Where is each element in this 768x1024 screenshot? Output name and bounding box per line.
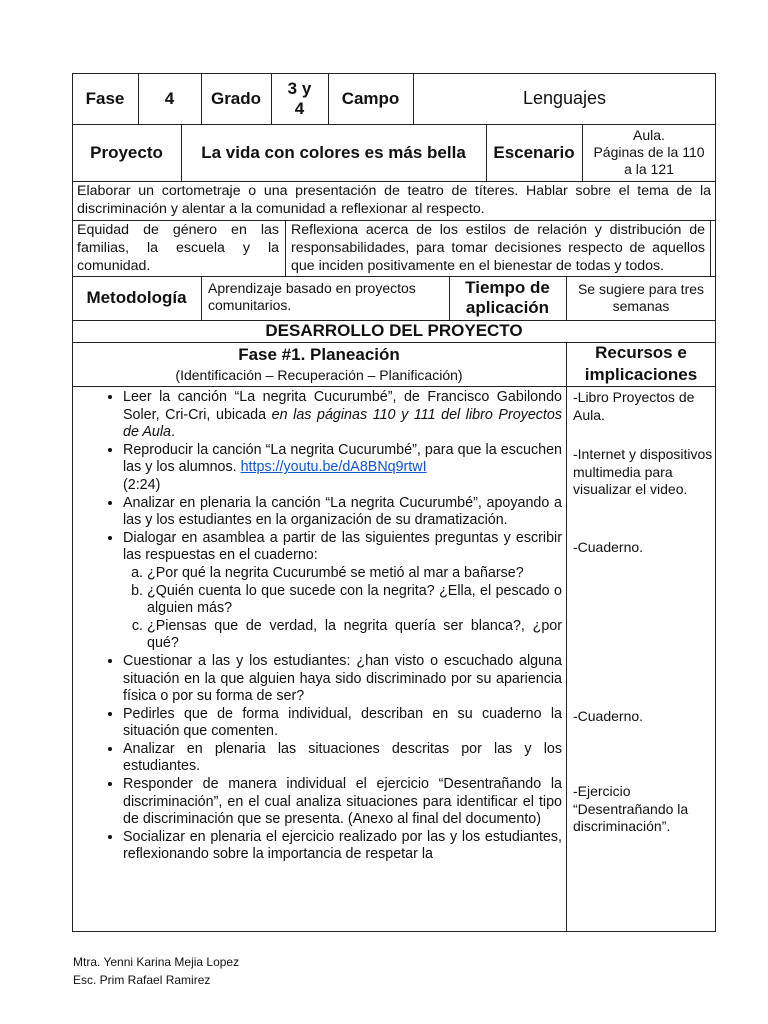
footer-teacher: Mtra. Yenni Karina Mejia Lopez — [73, 955, 240, 969]
list-item — [123, 442, 562, 495]
desarrollo-title: DESARROLLO DEL PROYECTO — [265, 321, 523, 340]
objective-text: Elaborar un cortometraje o una presentación de teatro de títeres. Hablar sobre el tema de la discriminación y alentar a la comunidad a reflexionar al respecto. — [77, 183, 711, 217]
grado-value — [271, 73, 328, 124]
tiempo-label-line2: aplicación — [465, 298, 550, 317]
escenario-line1: Aula. — [633, 127, 665, 143]
tiempo-value: Se sugiere para tres semanas — [577, 281, 705, 314]
tiempo-label-line1: Tiempo de — [465, 278, 550, 297]
list-item: • Cuestionar a las y los estudiantes: ¿han visto o escuchado alguna situación en la que alguien haya sido discriminado por su apariencia física o por su forma de ser? — [123, 653, 562, 706]
video-link[interactable]: https://youtu.be/dA8BNq9rtwI — [240, 459, 427, 476]
escenario-line2: Páginas de la 110 — [593, 144, 705, 160]
tiempo-label — [449, 276, 566, 320]
fase1-subtitle: (Identificación – Recuperación – Planificación) — [175, 367, 463, 383]
rule-r4-v2 — [710, 220, 711, 276]
metodologia-value: Aprendizaje basado en proyectos comunitarios. — [208, 280, 416, 313]
list-item: • Responder de manera individual el ejercicio “Desentrañando la discriminación”, en el cual analiza situaciones para identificar el tipo de discriminación que se presenta. (Anexo al final del documento) — [123, 776, 562, 829]
resource-libro: -Libro Proyectos de Aula. — [573, 389, 695, 423]
activity-text: . — [170, 424, 175, 441]
escenario-line3: a la 121 — [624, 161, 674, 177]
resource-cuaderno-2: -Cuaderno. — [573, 708, 644, 724]
fase1-header — [72, 342, 566, 386]
fase1-title: Fase #1. Planeación — [238, 345, 400, 364]
grado-value-line1: 3 y — [287, 78, 312, 98]
fase-label: Fase — [85, 88, 125, 108]
equidad-text: Equidad de género en las familias, la escuela y la comunidad. — [77, 222, 279, 274]
question-item: a. ¿Por qué la negrita Cucurumbé se metió al mar a bañarse? — [147, 565, 562, 583]
rule-r4-v1 — [285, 220, 286, 276]
recursos-header-line1: Recursos e — [595, 343, 687, 362]
fase-value: 4 — [164, 88, 175, 108]
escenario-value — [582, 124, 716, 181]
grado-label: Grado — [210, 88, 262, 108]
list-item: • Pedirles que de forma individual, describan en su cuaderno la situación que comenten. — [123, 706, 562, 741]
resource-ejercicio: -Ejercicio “Desentrañando la discriminación”. — [573, 783, 689, 835]
rule-row7-bottom — [72, 386, 716, 387]
resource-cuaderno: -Cuaderno. — [573, 539, 644, 555]
metodologia-label: Metodología — [86, 288, 187, 307]
rule-content-divider — [566, 342, 567, 932]
footer-school: Esc. Prim Rafael Ramirez — [73, 973, 211, 987]
list-item: • Analizar en plenaria la canción “La negrita Cucurumbé”, apoyando a las y los estudiantes en la organización de su dramatización. — [123, 495, 562, 530]
resource-internet: -Internet y dispositivos multimedia para visualizar el video. — [573, 446, 713, 498]
list-item: • Analizar en plenaria las situaciones descritas por las y los estudiantes. — [123, 741, 562, 776]
question-item: c. ¿Piensas que de verdad, la negrita quería ser blanca?, ¿por qué? — [147, 618, 562, 653]
campo-value: Lenguajes — [522, 88, 607, 108]
list-item — [123, 530, 562, 653]
questions-list — [123, 565, 562, 653]
recursos-header — [566, 342, 716, 386]
proyecto-title: La vida con colores es más bella — [201, 142, 466, 162]
recursos-header-line2: implicaciones — [584, 365, 698, 384]
rule-r5-v1 — [201, 276, 202, 320]
escenario-label: Escenario — [493, 142, 575, 162]
activity-text: Dialogar en asamblea a partir de las siguientes preguntas y escribir las respuestas en el cuaderno: — [123, 529, 562, 564]
pda-text: Reflexiona acerca de los estilos de relación y distribución de responsabilidades, para tomar decisiones respecto de aquellos que inciden positivamente en el bienestar de todas y todos. — [291, 222, 705, 274]
list-item — [123, 389, 562, 442]
activities-list — [80, 389, 562, 864]
list-item: • Socializar en plenaria el ejercicio realizado por las y los estudiantes, reflexionando sobre la importancia de respetar la — [123, 829, 562, 864]
activity-text: Leer la canción “La negrita Cucurumbé”, de Francisco Gabilondo Soler, Cri-Cri, ubicada — [123, 389, 562, 423]
question-item: b. ¿Quién cuenta lo que sucede con la negrita? ¿Ella, el pescado o alguien más? — [147, 583, 562, 618]
proyecto-label: Proyecto — [90, 142, 163, 162]
grado-value-line2: 4 — [294, 98, 305, 118]
activity-italic-text: en las páginas 110 y 111 del libro Proyectos de Aula — [123, 406, 562, 441]
activity-text: Reproducir la canción “La negrita Cucurumbé”, para que la escuchen las y los alumnos. — [123, 441, 562, 476]
campo-label: Campo — [341, 88, 400, 108]
activity-text: (2:24) — [123, 476, 161, 493]
